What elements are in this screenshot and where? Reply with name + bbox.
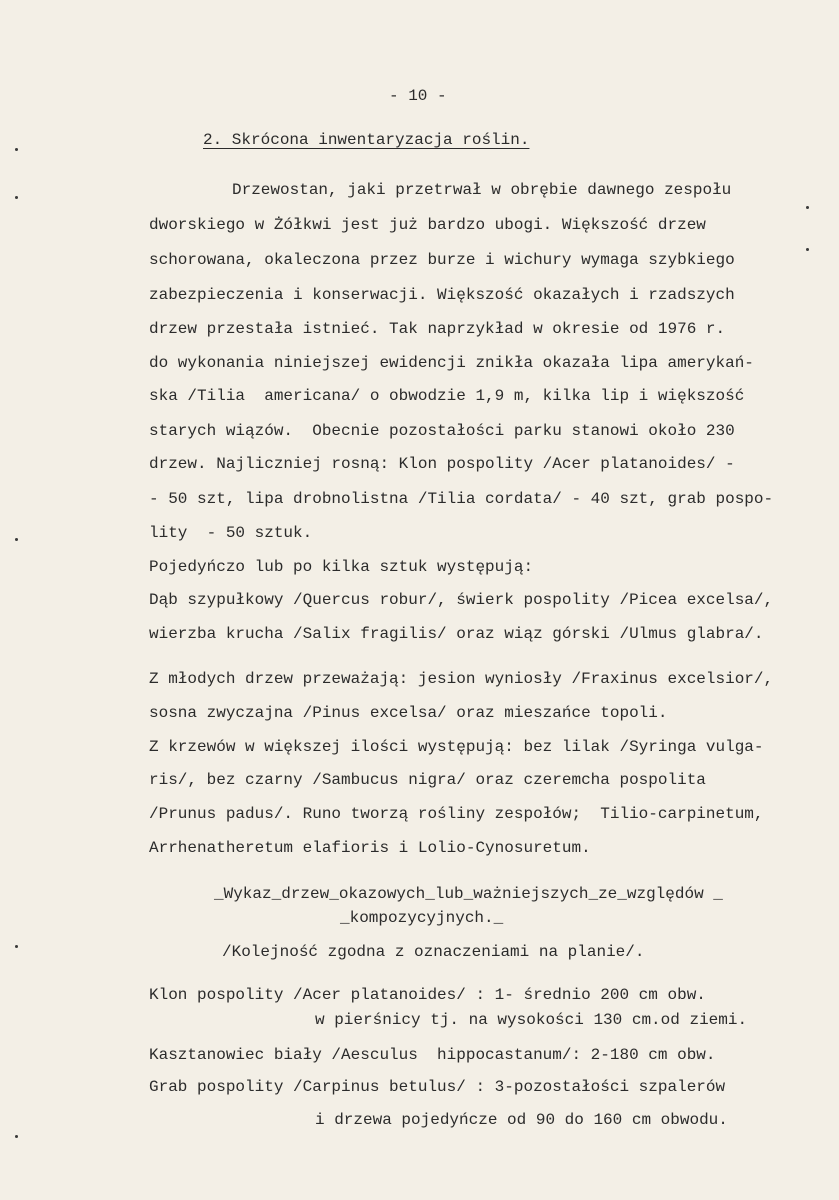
tree-list-line: w pierśnicy tj. na wysokości 130 cm.od ziemi. [315, 1011, 748, 1029]
paragraph-line: zabezpieczenia i konserwacji. Większość okazałych i rzadszych [149, 286, 735, 304]
paragraph-line: ska /Tilia americana/ o obwodzie 1,9 m, kilka lip i większość [149, 387, 745, 405]
list-heading-line: _kompozycyjnych._ [340, 909, 504, 927]
tree-list-line: i drzewa pojedyńcze od 90 do 160 cm obwodu. [315, 1111, 728, 1129]
paragraph-line: lity - 50 sztuk. [149, 524, 313, 542]
tree-list-line: Grab pospolity /Carpinus betulus/ : 3-pozostałości szpalerów [149, 1078, 726, 1096]
margin-mark [15, 1135, 18, 1138]
tree-list-line: Klon pospolity /Acer platanoides/ : 1- średnio 200 cm obw. [149, 986, 706, 1004]
paragraph-line: drzew przestała istnieć. Tak naprzykład w okresie od 1976 r. [149, 320, 726, 338]
paragraph-line: schorowana, okaleczona przez burze i wichury wymaga szybkiego [149, 251, 735, 269]
margin-mark [15, 538, 18, 541]
margin-mark [806, 248, 809, 251]
shrubs-line: Arrhenatheretum elafioris i Lolio-Cynosuretum. [149, 839, 591, 857]
paragraph-line: - 50 szt, lipa drobnolistna /Tilia cordata/ - 40 szt, grab pospo- [149, 490, 774, 508]
single-trees-line: Dąb szypułkowy /Quercus robur/, świerk pospolity /Picea excelsa/, [149, 591, 774, 609]
young-trees-line: sosna zwyczajna /Pinus excelsa/ oraz mieszańce topoli. [149, 704, 668, 722]
margin-mark [15, 945, 18, 948]
paragraph-line: Drzewostan, jaki przetrwał w obrębie dawnego zespołu [232, 181, 732, 199]
shrubs-line: /Prunus padus/. Runo tworzą rośliny zespołów; Tilio-carpinetum, [149, 805, 764, 823]
paragraph-line: starych wiązów. Obecnie pozostałości parku stanowi około 230 [149, 422, 735, 440]
paragraph-line: do wykonania niniejszej ewidencji znikła okazała lipa amerykań- [149, 354, 754, 372]
margin-mark [806, 206, 809, 209]
margin-mark [15, 148, 18, 151]
paragraph-line: drzew. Najliczniej rosną: Klon pospolity /Acer platanoides/ - [149, 455, 735, 473]
paragraph-line: dworskiego w Żółkwi jest już bardzo ubogi. Większość drzew [149, 216, 706, 234]
single-trees-line: wierzba krucha /Salix fragilis/ oraz wiąz górski /Ulmus glabra/. [149, 625, 764, 643]
single-trees-intro: Pojedyńczo lub po kilka sztuk występują: [149, 558, 534, 576]
page-number: - 10 - [389, 87, 447, 105]
shrubs-line: ris/, bez czarny /Sambucus nigra/ oraz czeremcha pospolita [149, 771, 706, 789]
tree-list-line: Kasztanowiec biały /Aesculus hippocastanum/: 2-180 cm obw. [149, 1046, 716, 1064]
shrubs-line: Z krzewów w większej ilości występują: bez lilak /Syringa vulga- [149, 738, 764, 756]
list-heading-line: _Wykaz_drzew_okazowych_lub_ważniejszych_ze_względów _ [214, 885, 723, 903]
section-title: 2. Skrócona inwentaryzacja roślin. [203, 131, 530, 149]
margin-mark [15, 196, 18, 199]
list-note: /Kolejność zgodna z oznaczeniami na planie/. [222, 943, 645, 961]
young-trees-line: Z młodych drzew przeważają: jesion wyniosły /Fraxinus excelsior/, [149, 670, 774, 688]
